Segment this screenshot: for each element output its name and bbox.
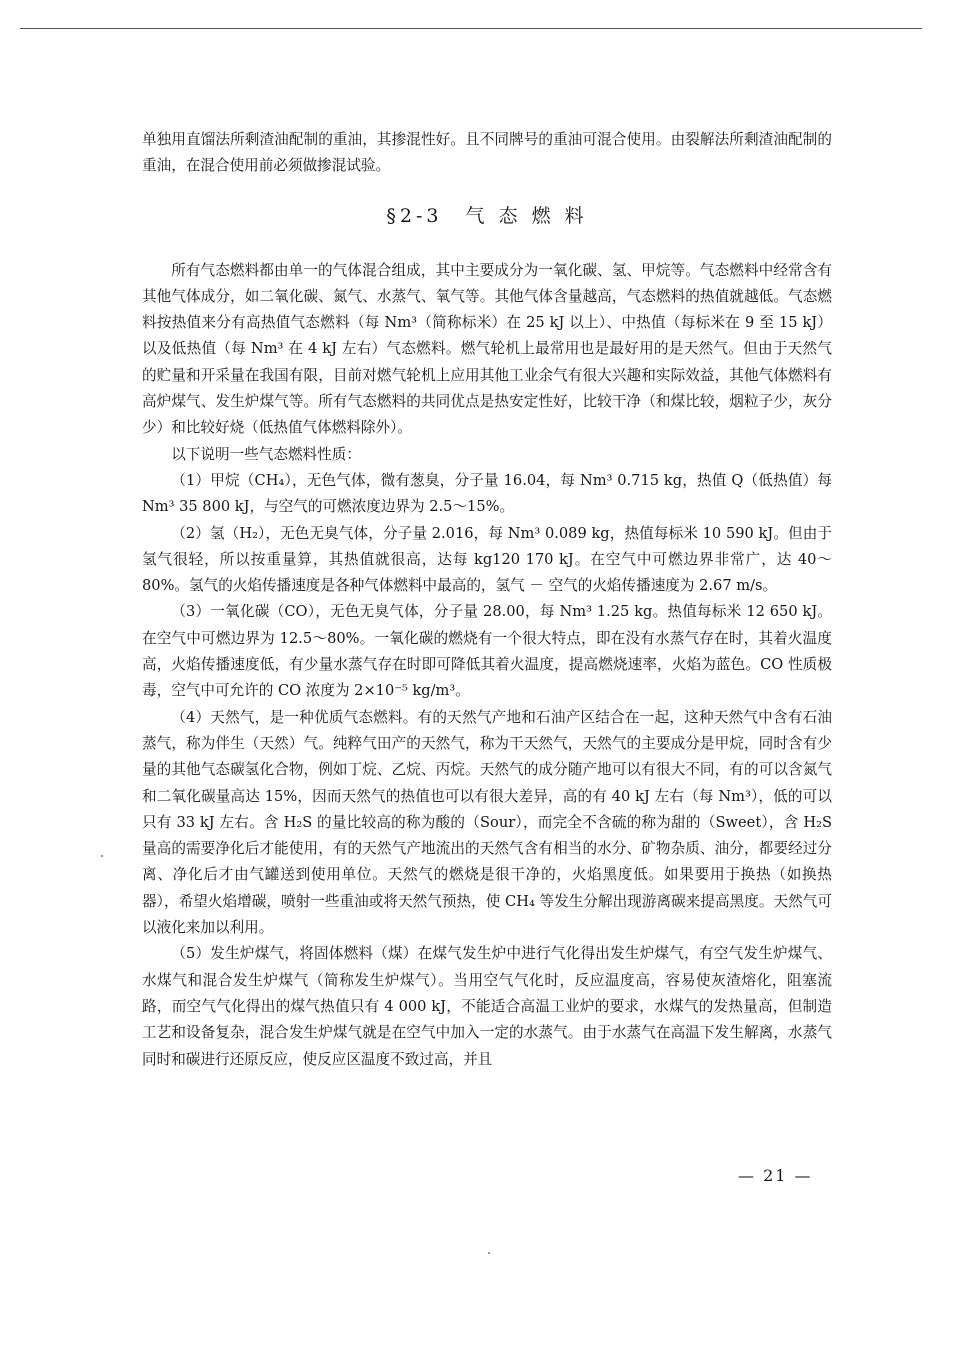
page-number: — 21 — <box>738 1166 813 1185</box>
paragraph-natural-gas: （4）天然气，是一种优质气态燃料。有的天然气产地和石油产区结合在一起，这种天然气中含有石油蒸气，称为伴生（天然）气。纯粹气田产的天然气，称为干天然气，天然气的主要成分是甲烷，同时含有少量的其他气态碳氢化合物，例如丁烷、乙烷、丙烷。天然气的成分随产地可以有很大不同，有的可以含氮气和二氧化碳量高达 15%，因而天然气的热值也可以有很大差异，高的有 40 kJ 左右（每 Nm³），低的可以只有 33 kJ 左右。含 H₂S 的量比较高的称为酸的（Sour），而完全不含硫的称为甜的（Sweet），含 H₂S 量高的需要净化后才能使用，有的天然气产地流出的天然气含有相当的水分、矿物杂质、油分，都要经过分离、净化后才由气罐送到使用单位。天然气的燃烧是很干净的，火焰黑度低。如果要用于换热（如换热器），希望火焰增碳，喷射一些重油或将天然气预热，使 CH₄ 等发生分解出现游离碳来提高黑度。天然气可以液化来加以利用。 <box>142 708 832 937</box>
section-title: §2-3 气 态 燃 料 <box>386 204 588 227</box>
paragraph-carbon-monoxide: （3）一氧化碳（CO），无色无臭气体，分子量 28.00，每 Nm³ 1.25 kg。热值每标米 12 650 kJ。在空气中可燃边界为 12.5～80%。一氧化碳的燃烧有一个很大特点，即在没有水蒸气存在时，其着火温度高，火焰传播速度低，有少量水蒸气存在时即可降低其着火温度，提高燃烧速率，火焰为蓝色。CO 性质极毒，空气中可允许的 CO 浓度为 2×10⁻⁵ kg/m³。 <box>142 603 832 700</box>
scan-speck <box>488 1252 490 1254</box>
intro-paragraph: 单独用直馏法所剩渣油配制的重油，其掺混性好。且不同牌号的重油可混合使用。由裂解法所剩渣油配制的重油，在混合使用前必须做掺混试验。 <box>142 131 832 175</box>
paragraph-producer-gas: （5）发生炉煤气，将固体燃料（煤）在煤气发生炉中进行气化得出发生炉煤气，有空气发生炉煤气、水煤气和混合发生炉煤气（简称发生炉煤气）。当用空气气化时，反应温度高，容易使灰渣熔化，阻塞流路，而空气气化得出的煤气热值只有 4 000 kJ，不能适合高温工业炉的要求，水煤气的发热量高，但制造工艺和设备复杂，混合发生炉煤气就是在空气中加入一定的水蒸气。由于水蒸气在高温下发生解离，水蒸气同时和碳进行还原反应，使反应区温度不致过高，并且 <box>142 945 832 1068</box>
paragraph-list-intro: 以下说明一些气态燃料性质： <box>171 445 361 463</box>
top-rule <box>20 28 922 29</box>
paragraph-overview: 所有气态燃料都由单一的气体混合组成，其中主要成分为一氧化碳、氢、甲烷等。气态燃料中经常含有其他气体成分，如二氧化碳、氮气、水蒸气、氧气等。其他气体含量越高，气态燃料的热值就越低。气态燃料按热值来分有高热值气态燃料（每 Nm³（简称标米）在 25 kJ 以上）、中热值（每标米在 9 至 15 kJ）以及低热值（每 Nm³ 在 4 kJ 左右）气态燃料。燃气轮机上最常用也是最好用的是天然气。但由于天然气的贮量和开采量在我国有限，目前对燃气轮机上应用其他工业余气有很大兴趣和实际效益，其他气体燃料有高炉煤气、发生炉煤气等。所有气态燃料的共同优点是热安定性好，比较干净（和煤比较，烟粒子少，灰分少）和比较好烧（低热值气体燃料除外）。 <box>142 261 832 437</box>
page-content <box>142 127 832 1073</box>
scan-speck <box>101 855 103 857</box>
paragraph-hydrogen: （2）氢（H₂），无色无臭气体，分子量 2.016，每 Nm³ 0.089 kg，热值每标米 10 590 kJ。但由于氢气很轻，所以按重量算，其热值就很高，达每 kg120 170 kJ。在空气中可燃边界非常广，达 40～80%。氢气的火焰传播速度是各种气体燃料中最高的，氢气 － 空气的火焰传播速度为 2.67 m/s。 <box>142 524 832 595</box>
paragraph-methane: （1）甲烷（CH₄），无色气体，微有葱臭，分子量 16.04，每 Nm³ 0.715 kg，热值 Q（低热值）每 Nm³ 35 800 kJ，与空气的可燃浓度边界为 2.5～15%。 <box>142 471 832 516</box>
